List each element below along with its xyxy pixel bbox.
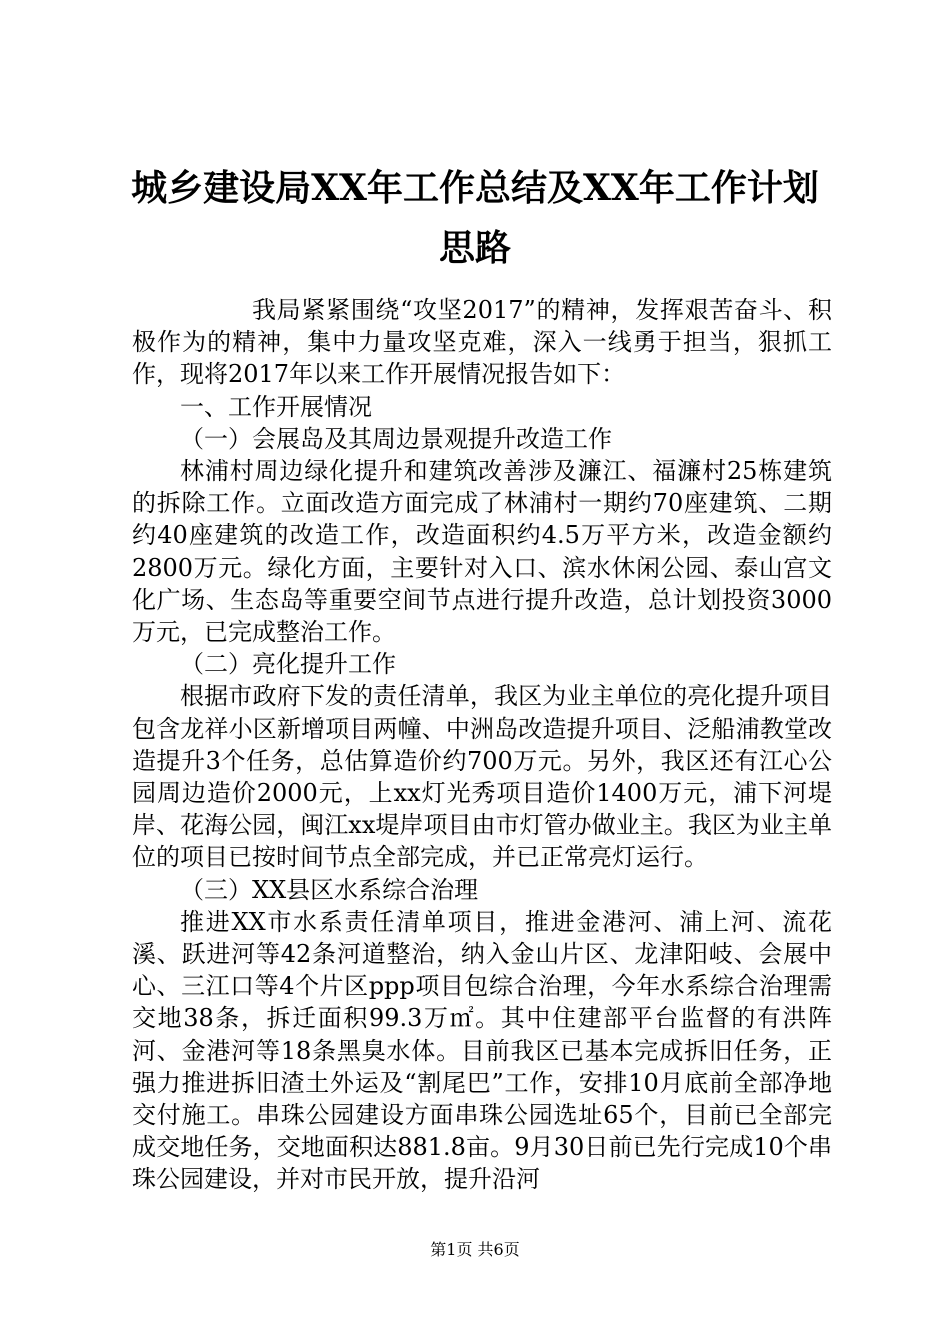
subsection-heading-2: （二）亮化提升工作 (180, 650, 396, 679)
intro-paragraph: 我局紧紧围绕“攻坚2017”的精神，发挥艰苦奋斗、积极作为的精神，集中力量攻坚克难，深入一线勇于担当，狠抓工作，现将2017年以来工作开展情况报告如下： (132, 296, 832, 389)
document-body (132, 294, 832, 1196)
body-paragraph-3: 推进XX市水系责任清单项目，推进金港河、浦上河、流花溪、跃进河等42条河道整治，纳入金山片区、龙津阳岐、会展中心、三江口等4个片区ppp项目包综合治理，今年水系综合治理需交地38条，拆迁面积99.3万㎡。其中住建部平台监督的有洪阵河、金港河等18条黑臭水体。目前我区已基本完成拆旧任务，正强力推进拆旧渣土外运及“割尾巴”工作，安排10月底前全部净地交付施工。串珠公园建设方面串珠公园选址65个，目前已全部完成交地任务，交地面积达881.8亩。9月30日前已先行完成10个串珠公园建设，并对市民开放，提升沿河 (132, 907, 832, 1194)
document-title: 城乡建设局XX年工作总结及XX年工作计划思路 (131, 167, 819, 269)
body-paragraph-2: 根据市政府下发的责任清单，我区为业主单位的亮化提升项目包含龙祥小区新增项目两幢、中洲岛改造提升项目、泛船浦教堂改造提升3个任务，总估算造价约700万元。另外，我区还有江心公园周边造价2000元，上xx灯光秀项目造价1400万元，浦下河堤岸、花海公园，闽江xx堤岸项目由市灯管办做业主。我区为业主单位的项目已按时间节点全部完成，并已正常亮灯运行。 (132, 682, 832, 872)
page-footer: 第1页 共6页 (430, 1240, 520, 1259)
body-paragraph-1: 林浦村周边绿化提升和建筑改善涉及濂江、福濂村25栋建筑的拆除工作。立面改造方面完成了林浦村一期约70座建筑、二期约40座建筑的改造工作，改造面积约4.5万平方米，改造金额约2800万元。绿化方面，主要针对入口、滨水休闲公园、泰山宫文化广场、生态岛等重要空间节点进行提升改造，总计划投资3000万元，已完成整治工作。 (132, 457, 832, 647)
subsection-heading-3: （三）XX县区水系综合治理 (180, 875, 479, 904)
subsection-heading-1: （一）会展岛及其周边景观提升改造工作 (180, 424, 612, 453)
section-heading-1: 一、工作开展情况 (180, 392, 372, 421)
